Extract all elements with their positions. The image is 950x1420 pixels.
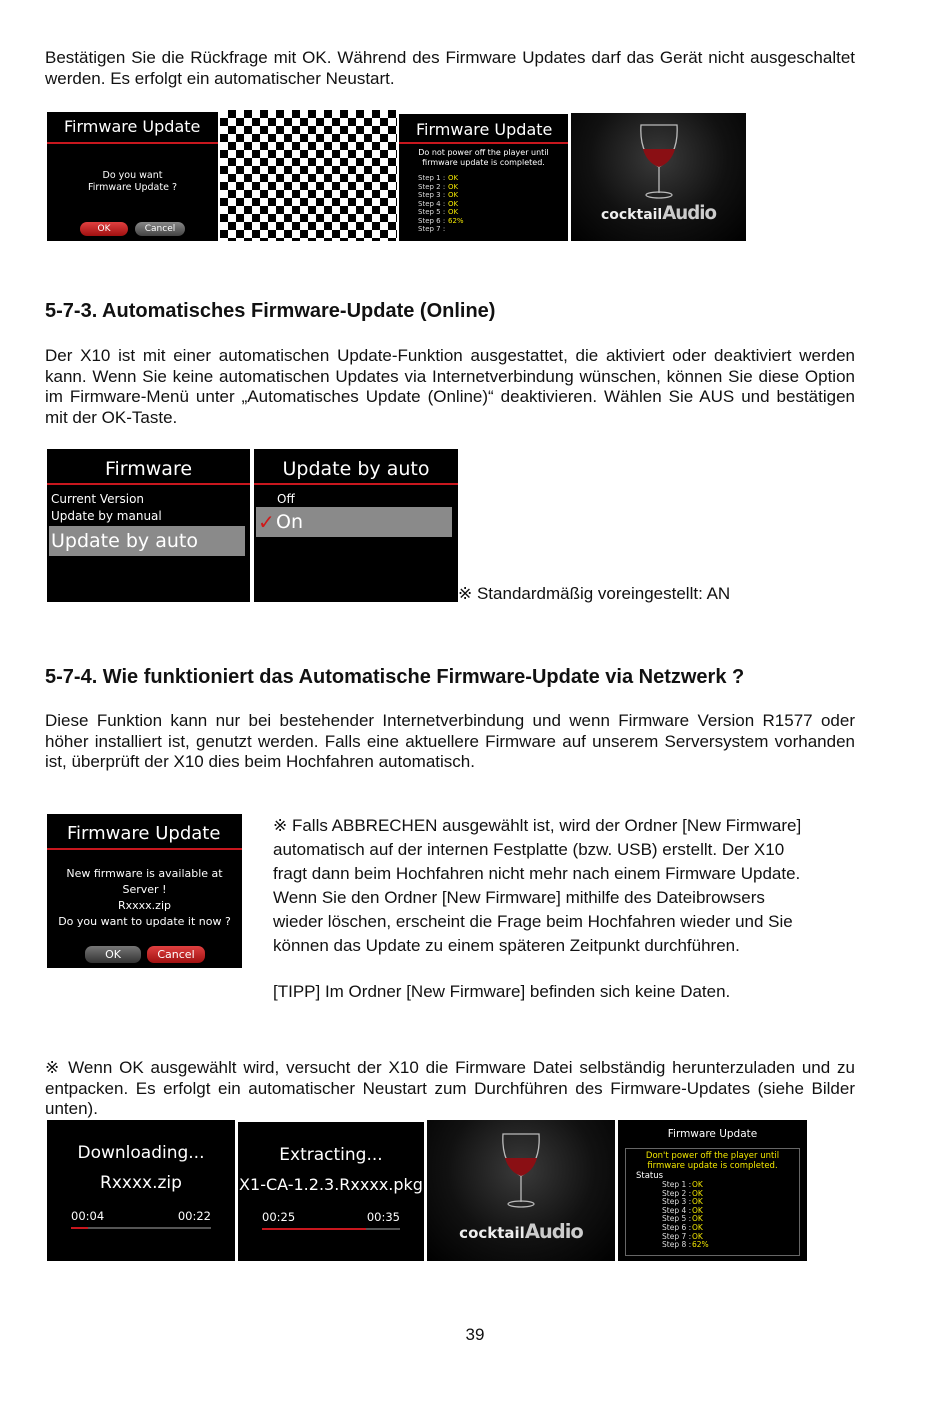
wine-glass-icon — [635, 121, 683, 201]
ok-button: OK — [85, 946, 141, 963]
tip-note: [TIPP] Im Ordner [New Firmware] befinden sich keine Daten. — [273, 982, 731, 1001]
check-icon: ✓ — [258, 510, 275, 534]
firmware-update-progress-screenshot — [399, 114, 568, 241]
steps-list — [418, 174, 464, 234]
step-row: Step 6 :OK — [662, 1222, 703, 1232]
menu-item-update-by-manual: Update by manual — [51, 509, 162, 523]
steps-list — [662, 1181, 709, 1250]
firmware-menu-screenshot — [47, 449, 250, 602]
update-by-auto-screenshot — [254, 449, 458, 602]
ok-note-paragraph: ※ Wenn OK ausgewählt wird, versucht der X10 die Firmware Datei selbständig herunterzuladen und zu entpacken. Es erfolgt ein automatischer Neustart zum Durchführen des Firmware-Updates (siehe Bilder unten). — [45, 1058, 855, 1118]
step-row: Step 7 : — [418, 225, 446, 233]
firmware-update-confirm-screenshot — [47, 112, 218, 241]
cocktail-audio-boot-screenshot — [571, 113, 746, 241]
cocktail-audio-boot-screenshot — [427, 1120, 615, 1261]
extracting-screenshot — [238, 1122, 424, 1261]
extract-title: Extracting... — [279, 1145, 383, 1165]
step-row: Step 1 :OK — [662, 1180, 703, 1189]
step-row: Step 5 :OK — [662, 1214, 703, 1224]
step-row: Step 6 : 62% — [418, 216, 464, 225]
elapsed-time: 00:25 — [262, 1210, 296, 1224]
step-row: Step 7 :OK — [662, 1231, 703, 1241]
download-file: Rxxxx.zip — [100, 1173, 182, 1193]
section-heading: 5-7-4. Wie funktioniert das Automatische Firmware-Update via Netzwerk ? — [45, 666, 745, 688]
section-heading: 5-7-3. Automatisches Firmware-Update (Online) — [45, 300, 496, 322]
screenshot-text: Server ! — [122, 883, 167, 896]
option-on: ✓ On — [256, 507, 452, 537]
cancel-button: Cancel — [135, 222, 185, 236]
screenshot-text: Do you want — [102, 170, 163, 181]
default-setting-note: ※ Standardmäßig voreingestellt: AN — [458, 584, 731, 603]
cocktail-audio-logo: cocktailAudio — [459, 1220, 583, 1243]
cancel-button: Cancel — [147, 946, 205, 963]
total-time: 00:22 — [177, 1209, 211, 1223]
screenshot-title: Firmware Update — [47, 814, 242, 850]
status-label: Status — [636, 1171, 664, 1181]
downloading-screenshot — [47, 1120, 235, 1261]
screenshot-title: Firmware Update — [667, 1128, 758, 1140]
wine-glass-icon — [497, 1130, 545, 1210]
warning-text: firmware update is completed. — [647, 1161, 778, 1171]
download-title: Downloading... — [77, 1143, 205, 1163]
step-row: Step 4 : OK — [418, 199, 459, 208]
intro-paragraph: Bestätigen Sie die Rückfrage mit OK. Während des Firmware Updates darf das Gerät nicht ausgeschaltet werden. Es erfolgt ein automatischer Neustart. — [45, 48, 855, 88]
screenshot-text: firmware update is completed. — [422, 158, 545, 167]
menu-item-update-by-auto: Update by auto — [49, 526, 245, 556]
screenshot-text: Do not power off the player until — [418, 148, 549, 157]
step-row: Step 1 : OK — [418, 174, 459, 182]
total-time: 00:35 — [366, 1210, 400, 1224]
checkerboard-screenshot — [220, 110, 397, 241]
warning-text: Don't power off the player until — [645, 1151, 780, 1161]
step-row: Step 3 :OK — [662, 1197, 703, 1207]
status-box — [625, 1148, 800, 1256]
screenshot-text: New firmware is available at — [66, 867, 223, 880]
menu-title: Firmware — [47, 449, 250, 485]
page-number: 39 — [465, 1325, 485, 1344]
elapsed-time: 00:04 — [71, 1209, 105, 1223]
download-progress-bar — [71, 1227, 211, 1229]
step-row: Step 8 :62% — [662, 1240, 709, 1250]
menu-item-current-version: Current Version — [51, 492, 145, 506]
step-row: Step 2 :OK — [662, 1188, 703, 1198]
menu-title: Update by auto — [254, 449, 458, 485]
step-row: Step 4 :OK — [662, 1205, 703, 1215]
step-row: Step 2 : OK — [418, 182, 459, 191]
ok-button: OK — [80, 222, 128, 236]
firmware-update-status-screenshot — [618, 1120, 807, 1261]
step-row: Step 3 : OK — [418, 191, 459, 199]
screenshot-text: Firmware Update ? — [87, 182, 178, 193]
extract-file: X1-CA-1.2.3.Rxxxx.pkg — [239, 1175, 423, 1194]
extract-progress-bar — [262, 1228, 400, 1230]
screenshot-text: Rxxxx.zip — [118, 899, 171, 912]
option-off: Off — [277, 492, 295, 506]
new-firmware-dialog-screenshot — [47, 814, 242, 968]
screenshot-title: Firmware Update — [47, 112, 218, 144]
section-paragraph: Diese Funktion kann nur bei bestehender Internetverbindung und wenn Firmware Version R1577 oder höher installiert ist, genutzt werden. Falls eine aktuellere Firmware auf unserem Serversystem vorhanden ist, überprüft der X10 dies beim Hochfahren automatisch. — [45, 711, 855, 771]
screenshot-text: Do you want to update it now ? — [58, 915, 231, 928]
section-paragraph: Der X10 ist mit einer automatischen Update-Funktion ausgestattet, die aktiviert oder deaktiviert werden kann. Wenn Sie keine automatischen Updates via Internetverbindung wünschen, können Sie diese Option im Firmware-Menü unter „Automatisches Update (Online)“ deaktivieren. Wählen Sie AUS und bestätigen mit der OK-Taste. — [45, 346, 855, 427]
step-row: Step 5 : OK — [418, 208, 459, 216]
cancel-note: ※ Falls ABBRECHEN ausgewählt ist, wird der Ordner [New Firmware] automatisch auf der internen Festplatte (bzw. USB) erstellt. Der X10 fragt dann beim Hochfahren nicht mehr nach einem Firmware Update. Wenn Sie den Ordner [New Firmware] mithilfe des Dateibrowsers wieder löschen, erscheint die Frage beim Hochfahren wieder und Sie können das Update zu einem späteren Zeitpunkt durchführen. — [273, 816, 802, 955]
cocktail-audio-logo: cocktailAudio — [600, 203, 717, 224]
screenshot-title: Firmware Update — [399, 114, 568, 144]
